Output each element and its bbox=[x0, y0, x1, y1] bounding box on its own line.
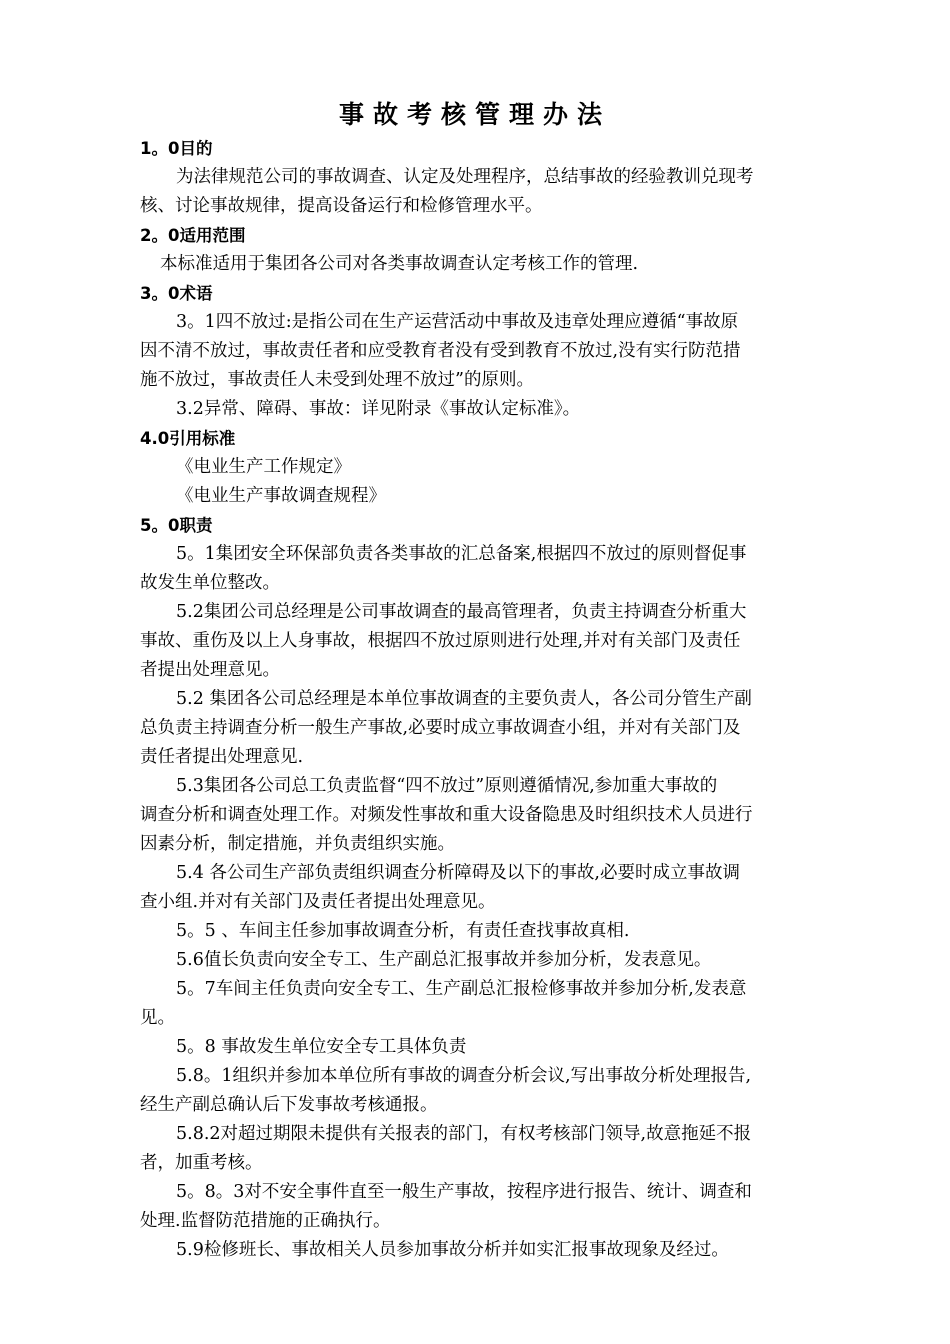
section-3-paragraph-line: 3。1四不放过:是指公司在生产运营活动中事故及违章处理应遵循“事故原 bbox=[176, 312, 739, 332]
section-1-paragraph-line: 核、讨论事故规律，提高设备运行和检修管理水平。 bbox=[140, 196, 543, 216]
section-1-paragraph-line: 为法律规范公司的事故调查、认定及处理程序，总结事故的经验教训兑现考 bbox=[176, 167, 754, 187]
section-5-paragraph-line: 见。 bbox=[140, 1008, 175, 1028]
section-5-paragraph-line: 5.9检修班长、事故相关人员参加事故分析并如实汇报事故现象及经过。 bbox=[176, 1240, 729, 1260]
section-2-paragraph-line: 本标准适用于集团各公司对各类事故调查认定考核工作的管理. bbox=[160, 254, 639, 274]
section-5-paragraph-line: 经生产副总确认后下发事故考核通报。 bbox=[140, 1095, 438, 1115]
section-5-paragraph-line: 5.6值长负责向安全专工、生产副总汇报事故并参加分析，发表意见。 bbox=[176, 950, 712, 970]
section-5-paragraph-line: 5.2 集团各公司总经理是本单位事故调查的主要负责人，各公司分管生产副 bbox=[176, 689, 752, 709]
reference-item: 《电业生产工作规定》 bbox=[176, 457, 351, 477]
section-5-paragraph-line: 调查分析和调查处理工作。对频发性事故和重大设备隐患及时组织技术人员进行 bbox=[140, 805, 753, 825]
section-5-paragraph-line: 5.8.2对超过期限未提供有关报表的部门，有权考核部门领导,故意拖延不报 bbox=[176, 1124, 752, 1144]
section-5-paragraph-line: 总负责主持调查分析一般生产事故,必要时成立事故调查小组，并对有关部门及 bbox=[140, 718, 741, 738]
section-3-paragraph-line: 施不放过，事故责任人未受到处理不放过”的原则。 bbox=[140, 370, 534, 390]
section-5-paragraph-line: 事故、重伤及以上人身事故，根据四不放过原则进行处理,并对有关部门及责任 bbox=[140, 631, 741, 651]
section-5-paragraph-line: 者，加重考核。 bbox=[140, 1153, 263, 1173]
section-3-paragraph-line: 3.2异常、障碍、事故：详见附录《事故认定标准》。 bbox=[176, 399, 581, 419]
section-5-paragraph-line: 者提出处理意见。 bbox=[140, 660, 280, 680]
reference-item: 《电业生产事故调查规程》 bbox=[176, 486, 386, 506]
section-5-paragraph-line: 5。7车间主任负责向安全专工、生产副总汇报检修事故并参加分析,发表意 bbox=[176, 979, 747, 999]
section-4-heading: 4.0引用标准 bbox=[140, 429, 236, 448]
section-5-heading: 5。0职责 bbox=[140, 516, 213, 535]
section-5-paragraph-line: 5。5 、车间主任参加事故调查分析，有责任查找事故真相. bbox=[176, 921, 630, 941]
section-5-paragraph-line: 故发生单位整改。 bbox=[140, 573, 280, 593]
section-5-paragraph-line: 5.8。1组织并参加本单位所有事故的调查分析会议,写出事故分析处理报告, bbox=[176, 1066, 752, 1086]
section-5-paragraph-line: 处理.监督防范措施的正确执行。 bbox=[140, 1211, 391, 1231]
section-5-paragraph-line: 5。8 事故发生单位安全专工具体负责 bbox=[176, 1037, 467, 1057]
section-5-paragraph-line: 查小组.并对有关部门及责任者提出处理意见。 bbox=[140, 892, 496, 912]
section-2-heading: 2。0适用范围 bbox=[140, 226, 246, 245]
section-3-paragraph-line: 因不清不放过，事故责任者和应受教育者没有受到教育不放过,没有实行防范措 bbox=[140, 341, 741, 361]
section-5-paragraph-line: 5.3集团各公司总工负责监督“四不放过”原则遵循情况,参加重大事故的 bbox=[176, 776, 718, 796]
section-5-paragraph-line: 因素分析，制定措施，并负责组织实施。 bbox=[140, 834, 455, 854]
section-1-heading: 1。0目的 bbox=[140, 139, 213, 158]
section-5-paragraph-line: 责任者提出处理意见. bbox=[140, 747, 304, 767]
section-3-heading: 3。0术语 bbox=[140, 284, 213, 303]
section-5-paragraph-line: 5.4 各公司生产部负责组织调查分析障碍及以下的事故,必要时成立事故调 bbox=[176, 863, 740, 883]
section-5-paragraph-line: 5。1集团安全环保部负责各类事故的汇总备案,根据四不放过的原则督促事 bbox=[176, 544, 747, 564]
section-5-paragraph-line: 5.2集团公司总经理是公司事故调查的最高管理者，负责主持调查分析重大 bbox=[176, 602, 747, 622]
document-title: 事故考核管理办法 bbox=[338, 100, 611, 129]
section-5-paragraph-line: 5。8。3对不安全事件直至一般生产事故，按程序进行报告、统计、调查和 bbox=[176, 1182, 752, 1202]
document-body bbox=[140, 134, 820, 1265]
